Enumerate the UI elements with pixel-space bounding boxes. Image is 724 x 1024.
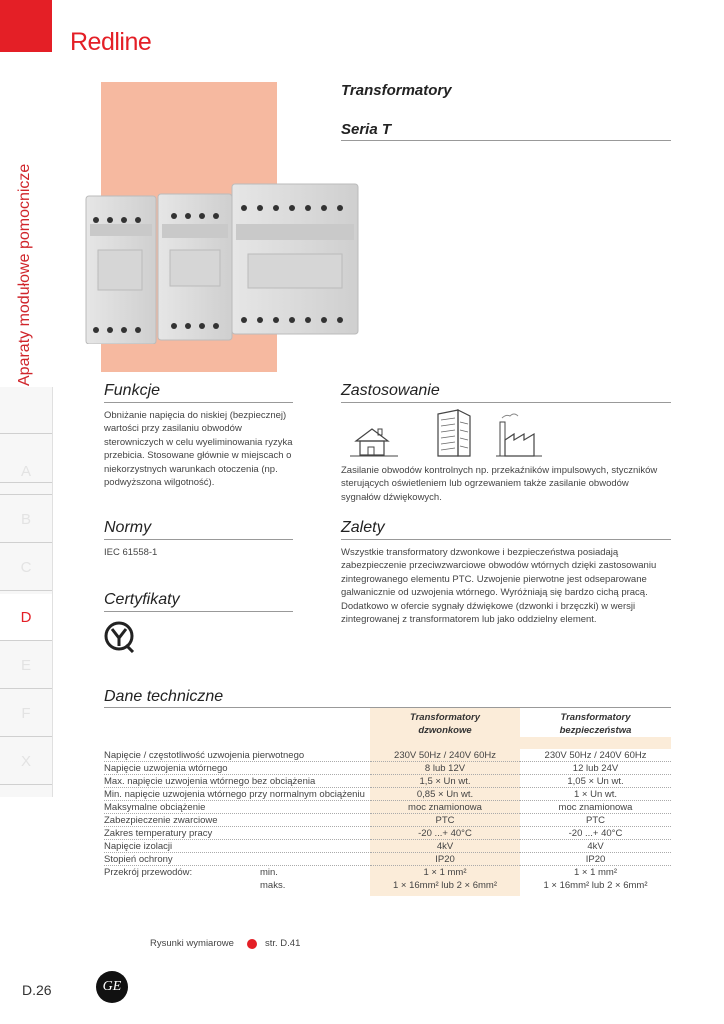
row-value-dzwonkowe: IP20 xyxy=(370,854,520,866)
subtitle-divider xyxy=(341,140,671,141)
zastosowanie-text: Zasilanie obwodów kontrolnych np. przekaźników impulsowych, styczników sterujących oświetleniem lub ogrzewaniem także zasilanie obwodów sygnałów dźwiękowych. xyxy=(341,465,658,503)
section-tab-a[interactable]: A xyxy=(0,448,52,495)
table-row-przekroj-maks xyxy=(104,880,671,893)
ge-logo-icon: GE xyxy=(96,971,128,1003)
column-header-line2: bezpieczeństwa xyxy=(559,725,632,736)
row-value-bezpieczenstwa: PTC xyxy=(520,815,671,827)
row-label: Zabezpieczenie zwarciowe xyxy=(104,815,369,827)
table-row xyxy=(104,841,671,854)
row-label: Zakres temperatury pracy xyxy=(104,828,369,840)
page-number: D.26 xyxy=(22,982,52,998)
normy-heading: Normy xyxy=(104,519,152,536)
table-row xyxy=(104,776,671,789)
table-row xyxy=(104,815,671,828)
zalety-text: Wszystkie transformatory dzwonkowe i bezpieczeństwa posiadają zabezpieczenie przeciwzwarciowe obwodów wtórnych dzięki zastosowaniu zintegrowanego elementu PTC. Uzwojenie pierwotne jest odseparowane galwanicznie od uzwojenia wtórnego. Wyróżniają się bardzo cichą pracą. Dodatkowo w ofercie sygnały dźwiękowe (dzwonki i brzęczki) w wersji zintegrowanej z transformatorem lub jako oddzielny element. xyxy=(341,547,657,626)
sidebar-section-title: Aparaty modułowe pomocnicze xyxy=(16,163,33,386)
row-label: Stopień ochrony xyxy=(104,854,369,866)
funkcje-text: Obniżanie napięcia do niskiej (bezpiecznej) wartości przy zasilaniu obwodów sterowniczych w celu wyeliminowania ryzyka przebicia. Stosowane głównie w miejscach o niekorzystnych warunkach otoczenia (np. podwyższona wilgotność). xyxy=(104,410,293,489)
page-subtitle: Seria T xyxy=(341,121,392,138)
row-value-dzwonkowe: -20 ...+ 40°C xyxy=(370,828,520,840)
table-row xyxy=(104,789,671,802)
zalety-divider xyxy=(341,539,671,540)
row-value-bezpieczenstwa: 12 lub 24V xyxy=(520,763,671,775)
column-header-line1: Transformatory xyxy=(409,712,481,723)
brand-title: Redline xyxy=(70,28,152,56)
zastosowanie-heading: Zastosowanie xyxy=(341,382,440,399)
funkcje-divider xyxy=(104,402,293,403)
section-tab-e[interactable]: E xyxy=(0,642,52,689)
row-value-bezpieczenstwa: 1 × 16mm² lub 2 × 6mm² xyxy=(543,880,648,891)
column-header-line1: Transformatory xyxy=(560,712,631,723)
table-row xyxy=(104,763,671,776)
section-tab-c[interactable]: C xyxy=(0,544,52,591)
row-label: Napięcie izolacji xyxy=(104,841,369,853)
funkcje-heading: Funkcje xyxy=(104,382,161,399)
row-value-bezpieczenstwa: IP20 xyxy=(520,854,671,866)
row-value-dzwonkowe: 4kV xyxy=(370,841,520,853)
row-value-bezpieczenstwa: 1 × 1 mm² xyxy=(573,867,618,878)
row-label: Maksymalne obciążenie xyxy=(104,802,369,814)
row-value-dzwonkowe: moc znamionowa xyxy=(370,802,520,814)
factory-icon xyxy=(494,410,544,458)
row-label: Przekrój przewodów: xyxy=(104,867,193,878)
tech-table xyxy=(104,750,671,900)
column-header-dzwonkowe xyxy=(370,711,520,737)
table-row xyxy=(104,750,671,763)
section-tab-x[interactable]: X xyxy=(0,738,52,785)
row-value-bezpieczenstwa: moc znamionowa xyxy=(520,802,671,814)
certyfikaty-heading: Certyfikaty xyxy=(104,591,180,608)
section-tab-b[interactable]: B xyxy=(0,496,52,543)
column-header-bezpieczenstwa xyxy=(520,711,671,737)
table-row xyxy=(104,828,671,841)
row-label: Napięcie / częstotliwość uzwojenia pierwotnego xyxy=(104,750,369,762)
row-value-bezpieczenstwa: -20 ...+ 40°C xyxy=(520,828,671,840)
certification-mark-icon xyxy=(104,621,136,653)
row-label: Max. napięcie uzwojenia wtórnego bez obciążenia xyxy=(104,776,369,788)
row-value-dzwonkowe: PTC xyxy=(370,815,520,827)
brand-color-block xyxy=(0,0,52,52)
header-shade-strip xyxy=(520,737,671,749)
transformer-product-image xyxy=(84,180,360,344)
row-value-dzwonkowe: 230V 50Hz / 240V 60Hz xyxy=(370,750,520,762)
column-header-line2: dzwonkowe xyxy=(418,725,472,736)
normy-text: IEC 61558-1 xyxy=(104,547,158,558)
section-tab-blank xyxy=(0,387,52,434)
house-icon xyxy=(350,423,400,459)
row-sublabel-maks: maks. xyxy=(260,880,286,891)
office-building-icon xyxy=(428,408,478,458)
row-value-bezpieczenstwa: 4kV xyxy=(520,841,671,853)
section-tab-d[interactable]: D xyxy=(0,594,52,641)
row-sublabel-min: min. xyxy=(260,867,278,878)
section-tab-f[interactable]: F xyxy=(0,690,52,737)
row-value-dzwonkowe: 1 × 16mm² lub 2 × 6mm² xyxy=(392,880,497,891)
row-label: Napięcie uzwojenia wtórnego xyxy=(104,763,369,775)
row-value-bezpieczenstwa: 1,05 × Un wt. xyxy=(520,776,671,788)
table-row-przekroj-min xyxy=(104,867,671,880)
zalety-heading: Zalety xyxy=(341,519,385,536)
rysunki-label: Rysunki wymiarowe xyxy=(150,938,234,949)
reference-bullet-icon xyxy=(247,939,257,949)
rysunki-page-link[interactable]: str. D.41 xyxy=(265,938,301,949)
row-label: Min. napięcie uzwojenia wtórnego przy normalnym obciążeniu xyxy=(104,789,369,801)
row-value-dzwonkowe: 0,85 × Un wt. xyxy=(370,789,520,801)
table-row xyxy=(104,802,671,815)
table-row xyxy=(104,854,671,867)
dane-heading: Dane techniczne xyxy=(104,688,224,705)
normy-divider xyxy=(104,539,293,540)
row-value-bezpieczenstwa: 1 × Un wt. xyxy=(520,789,671,801)
page-title: Transformatory xyxy=(341,82,452,99)
row-value-dzwonkowe: 1 × 1 mm² xyxy=(423,867,467,878)
zastosowanie-divider xyxy=(341,402,671,403)
row-value-bezpieczenstwa: 230V 50Hz / 240V 60Hz xyxy=(520,750,671,762)
row-value-dzwonkowe: 1,5 × Un wt. xyxy=(370,776,520,788)
row-value-dzwonkowe: 8 lub 12V xyxy=(370,763,520,775)
certyfikaty-divider xyxy=(104,611,293,612)
